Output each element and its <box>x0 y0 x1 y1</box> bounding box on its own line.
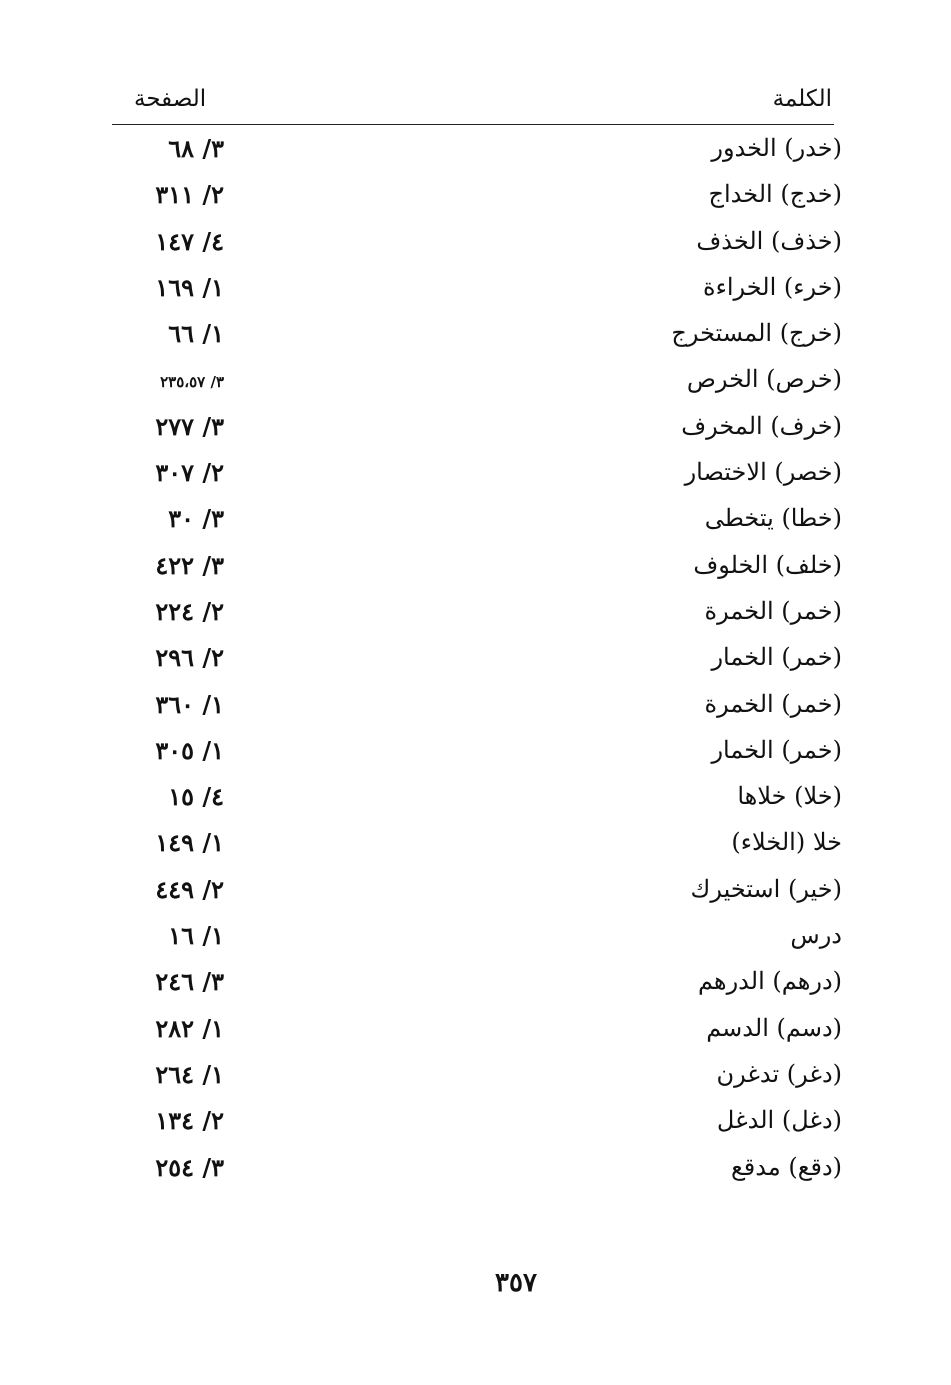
index-word: (خرج) المستخرج <box>671 319 842 348</box>
index-word: (خمر) الخمار <box>711 735 842 764</box>
index-word: (خرف) المخرف <box>681 411 842 440</box>
index-word: (دسم) الدسم <box>706 1013 842 1042</box>
index-page-ref: ١/ ٢٨٢ <box>155 1013 224 1043</box>
table-header <box>112 86 834 122</box>
index-word: درس <box>790 921 842 950</box>
index-row <box>112 639 842 685</box>
index-word: (خصر) الاختصار <box>684 458 842 487</box>
index-row <box>112 176 842 222</box>
index-word: (خلف) الخلوف <box>693 550 842 579</box>
index-page-ref: ٤/ ١٥ <box>168 782 224 812</box>
index-word: (خرء) الخراءة <box>703 272 842 301</box>
index-row <box>112 1010 842 1056</box>
index-page-ref: ٣/ ٢٤٦ <box>155 967 224 997</box>
index-row <box>112 963 842 1009</box>
index-page-ref: ٢/ ٢٩٦ <box>155 643 224 673</box>
index-row <box>112 315 842 361</box>
index-row <box>112 732 842 778</box>
index-word: (خير) استخيرك <box>690 874 842 903</box>
index-rows <box>112 130 842 1195</box>
index-row <box>112 917 842 963</box>
index-page-ref: ٢/ ٤٤٩ <box>155 874 224 904</box>
index-page-ref: ١/ ٣٠٥ <box>155 735 224 765</box>
index-page-ref: ١/ ٢٦٤ <box>155 1059 224 1089</box>
page-number: ٣٥٧ <box>495 1268 537 1298</box>
index-page-ref: ٢/ ٣١١ <box>155 180 224 210</box>
index-page-ref: ١/ ٦٦ <box>168 319 224 349</box>
index-word: (دغر) تدغرن <box>716 1059 842 1088</box>
index-page-ref: ٣/ ٢٥٤ <box>155 1152 224 1182</box>
index-word: (درهم) الدرهم <box>697 967 842 996</box>
index-row <box>112 269 842 315</box>
index-word: (خمر) الخمرة <box>704 689 842 718</box>
index-page-ref: ٢/ ٣٠٧ <box>155 458 224 488</box>
index-word: (خذف) الخذف <box>696 226 842 255</box>
index-page-ref: ٣/ ٢٣٥،٥٧ <box>160 373 224 392</box>
index-word: (خمر) الخمار <box>711 643 842 672</box>
index-page-ref: ١/ ١٤٩ <box>155 828 224 858</box>
header-rule <box>112 124 834 125</box>
index-row <box>112 686 842 732</box>
index-page-ref: ١/ ١٦٩ <box>155 272 224 302</box>
index-page-ref: ٣/ ٣٠ <box>168 504 224 534</box>
index-row <box>112 361 842 407</box>
index-row <box>112 547 842 593</box>
page-column-header: الصفحة <box>134 86 207 112</box>
index-word: (خلا) خلاها <box>737 782 842 811</box>
index-row <box>112 130 842 176</box>
index-page-ref: ١/ ١٦ <box>168 921 224 951</box>
index-page-ref: ٣/ ٦٨ <box>168 134 224 163</box>
index-page-ref: ٣/ ٢٧٧ <box>155 411 224 441</box>
index-row <box>112 1149 842 1195</box>
index-row <box>112 593 842 639</box>
index-word: (دغل) الدغل <box>716 1106 842 1135</box>
index-row <box>112 408 842 454</box>
index-row <box>112 223 842 269</box>
index-word: (خدج) الخداج <box>708 180 842 209</box>
index-row <box>112 1102 842 1148</box>
index-row <box>112 778 842 824</box>
index-word: (خمر) الخمرة <box>704 596 842 625</box>
index-row <box>112 1056 842 1102</box>
index-row <box>112 871 842 917</box>
index-word: خلا (الخلاء) <box>731 828 842 857</box>
index-page-ref: ٢/ ٢٢٤ <box>155 596 224 626</box>
index-word: (خرص) الخرص <box>686 365 842 394</box>
index-page-ref: ٣/ ٤٢٢ <box>155 550 224 580</box>
index-row <box>112 500 842 546</box>
index-row <box>112 454 842 500</box>
index-page-ref: ١/ ٣٦٠ <box>155 689 224 719</box>
index-row <box>112 824 842 870</box>
index-page-ref: ٤/ ١٤٧ <box>155 226 224 256</box>
index-page-ref: ٢/ ١٣٤ <box>155 1106 224 1136</box>
index-word: (خطا) يتخطى <box>704 504 842 533</box>
index-word: (دقع) مدقع <box>731 1152 842 1181</box>
word-column-header: الكلمة <box>772 86 832 112</box>
index-word: (خدر) الخدور <box>711 134 842 162</box>
